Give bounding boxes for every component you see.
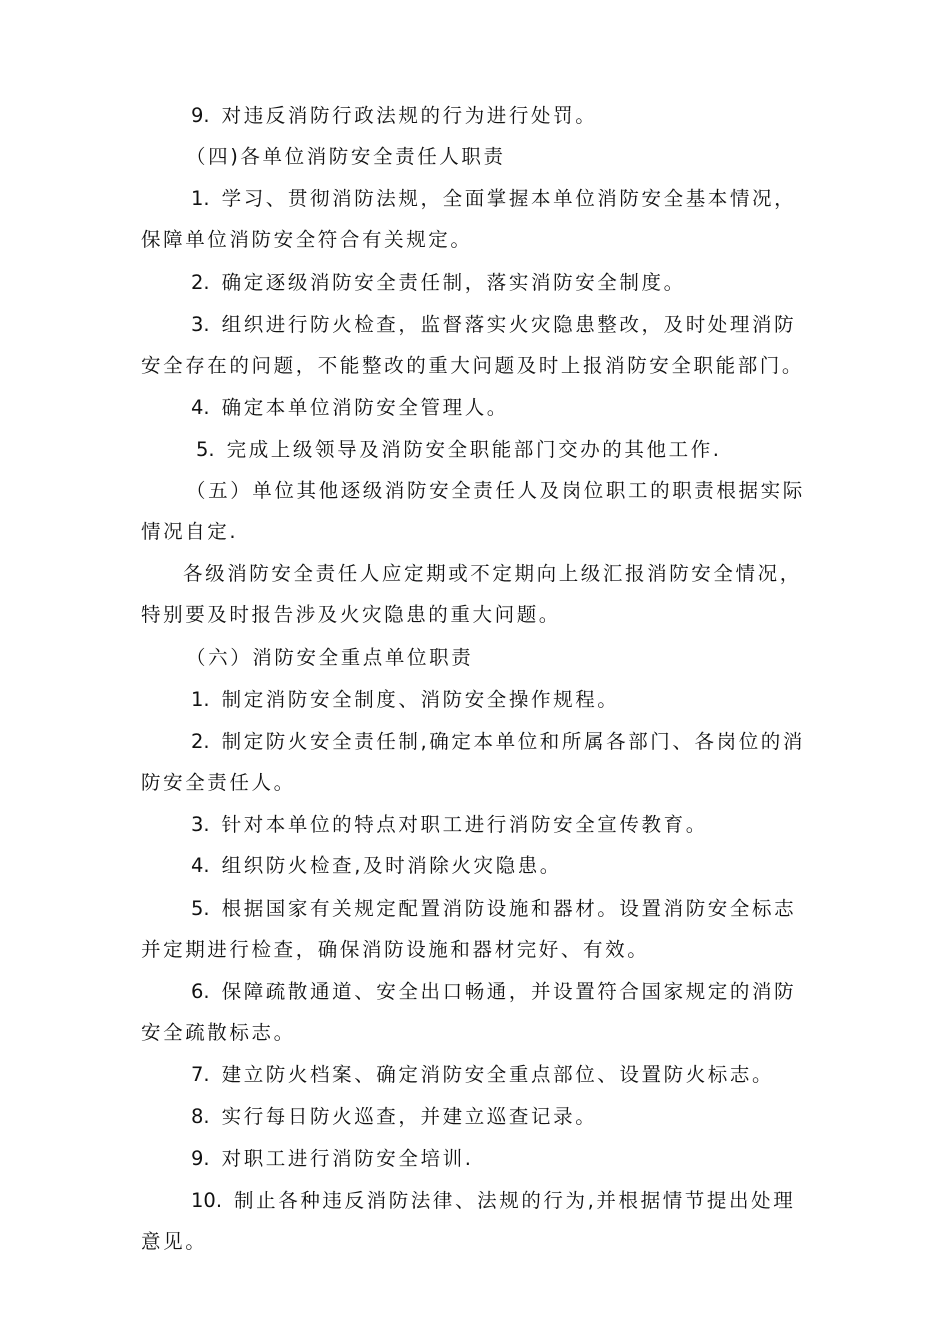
line-text: 对违反消防行政法规的行为进行处罚。 xyxy=(221,104,598,127)
line-text: 特别要及时报告涉及火灾隐患的重大问题。 xyxy=(141,603,561,626)
item-number: 1. xyxy=(191,187,210,210)
line-text: 情况自定. xyxy=(141,520,239,543)
text-line xyxy=(191,270,686,296)
section-heading xyxy=(186,478,805,504)
text-line xyxy=(191,1062,774,1088)
item-number: 7. xyxy=(191,1063,210,1086)
line-text: 确定本单位消防安全管理人。 xyxy=(221,396,509,419)
line-text: 根据国家有关规定配置消防设施和器材。设置消防安全标志 xyxy=(221,897,797,920)
item-number: 4. xyxy=(191,396,210,419)
item-number: 2. xyxy=(191,271,210,294)
line-text: 针对本单位的特点对职工进行消防安全宣传教育。 xyxy=(221,813,708,836)
item-number: 3. xyxy=(191,313,210,336)
section-heading xyxy=(186,144,506,170)
text-line xyxy=(141,519,238,545)
text-line xyxy=(141,937,649,963)
item-number: 5. xyxy=(196,438,215,461)
line-text: 组织进行防火检查，监督落实火灾隐患整改，及时处理消防 xyxy=(221,313,797,336)
line-text: 建立防火档案、确定消防安全重点部位、设置防火标志。 xyxy=(221,1063,775,1086)
text-line xyxy=(191,103,597,129)
item-number: 5. xyxy=(191,897,210,920)
line-text: （六）消防安全重点单位职责 xyxy=(186,646,474,669)
text-line xyxy=(191,687,619,713)
text-line xyxy=(191,186,796,212)
line-text: 并定期进行检查，确保消防设施和器材完好、有效。 xyxy=(141,938,650,961)
line-text: 制定防火安全责任制,确定本单位和所属各部门、各岗位的消 xyxy=(221,730,806,753)
text-line xyxy=(191,979,796,1005)
text-line xyxy=(191,1104,597,1130)
item-number: 4. xyxy=(191,854,210,877)
line-text: 防安全责任人。 xyxy=(141,771,296,794)
text-line xyxy=(191,896,796,922)
line-text: 制止各种违反消防法律、法规的行为,并根据情节提出处理 xyxy=(234,1189,796,1212)
text-line xyxy=(191,853,562,879)
line-text: 安全疏散标志。 xyxy=(141,1021,296,1044)
text-line xyxy=(191,812,708,838)
line-text: 对职工进行消防安全培训. xyxy=(221,1147,474,1170)
line-text: 保障疏散通道、安全出口畅通，并设置符合国家规定的消防 xyxy=(221,980,797,1003)
item-number: 6. xyxy=(191,980,210,1003)
text-line xyxy=(141,1020,296,1046)
section-heading xyxy=(186,645,473,671)
line-text: 完成上级领导及消防安全职能部门交办的其他工作. xyxy=(226,438,722,461)
item-number: 9. xyxy=(191,1147,210,1170)
text-line xyxy=(183,561,802,587)
text-line xyxy=(191,1188,795,1214)
item-number: 2. xyxy=(191,730,210,753)
line-text: 实行每日防火巡查，并建立巡查记录。 xyxy=(221,1105,598,1128)
text-line xyxy=(141,227,473,253)
line-text: 学习、贯彻消防法规，全面掌握本单位消防安全基本情况， xyxy=(221,187,797,210)
line-text: 安全存在的问题，不能整改的重大问题及时上报消防安全职能部门。 xyxy=(141,354,805,377)
line-text: （五）单位其他逐级消防安全责任人及岗位职工的职责根据实际 xyxy=(186,479,805,502)
text-line xyxy=(141,353,804,379)
item-number: 3. xyxy=(191,813,210,836)
text-line xyxy=(191,1146,474,1172)
line-text: 组织防火检查,及时消除火灾隐患。 xyxy=(221,854,562,877)
line-text: （四)各单位消防安全责任人职责 xyxy=(186,145,506,168)
line-text: 各级消防安全责任人应定期或不定期向上级汇报消防安全情况， xyxy=(183,562,802,585)
text-line xyxy=(191,395,509,421)
text-line xyxy=(141,1229,207,1255)
line-text: 意见。 xyxy=(141,1230,208,1253)
item-number: 8. xyxy=(191,1105,210,1128)
item-number: 10. xyxy=(191,1189,223,1212)
text-line xyxy=(141,770,296,796)
item-number: 1. xyxy=(191,688,210,711)
item-number: 9. xyxy=(191,104,210,127)
line-text: 制定消防安全制度、消防安全操作规程。 xyxy=(221,688,620,711)
line-text: 保障单位消防安全符合有关规定。 xyxy=(141,228,473,251)
line-text: 确定逐级消防安全责任制，落实消防安全制度。 xyxy=(221,271,686,294)
text-line xyxy=(191,312,796,338)
text-line xyxy=(141,602,561,628)
text-line xyxy=(196,437,722,463)
text-line xyxy=(191,729,805,755)
